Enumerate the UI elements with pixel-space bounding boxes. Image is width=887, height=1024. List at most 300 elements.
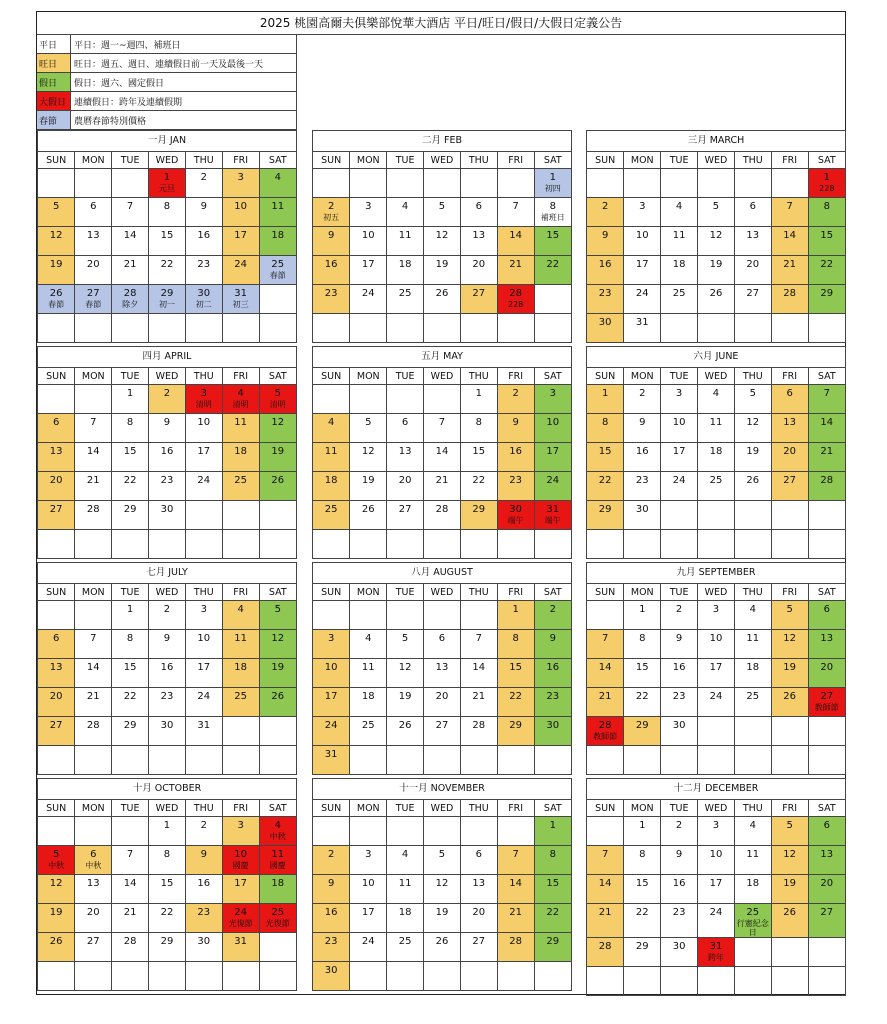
day-cell — [460, 501, 497, 530]
day-number: 8 — [126, 417, 134, 428]
weekday-header: THU — [460, 584, 497, 601]
day-number: 8 — [126, 633, 134, 644]
day-cell — [350, 904, 387, 933]
day-cell — [387, 659, 424, 688]
day-number: 1 — [163, 820, 171, 831]
day-cell — [497, 875, 534, 904]
day-cell — [149, 285, 186, 314]
day-cell — [808, 227, 845, 256]
weekday-header: SUN — [587, 800, 624, 817]
day-number: 29 — [509, 720, 522, 731]
month-panel — [312, 562, 572, 775]
day-cell — [497, 385, 534, 414]
day-cell — [112, 256, 149, 285]
day-number: 10 — [635, 230, 649, 241]
day-cell — [112, 962, 149, 991]
day-cell — [460, 962, 497, 991]
day-cell — [387, 601, 424, 630]
day-cell — [771, 169, 808, 198]
day-cell — [149, 198, 186, 227]
weekday-header: SUN — [313, 368, 350, 385]
day-number: 1 — [823, 172, 830, 183]
day-cell — [259, 530, 296, 559]
day-cell — [587, 938, 624, 967]
weekday-header: FRI — [771, 152, 808, 169]
day-cell — [387, 688, 424, 717]
day-cell — [38, 169, 75, 198]
weekday-header: SAT — [808, 368, 845, 385]
day-cell — [222, 227, 259, 256]
day-label: 初二 — [195, 300, 212, 309]
day-cell — [387, 630, 424, 659]
day-cell — [460, 472, 497, 501]
day-cell — [75, 472, 112, 501]
day-label: 國慶 — [232, 861, 249, 870]
day-cell — [75, 169, 112, 198]
day-number: 10 — [234, 201, 247, 212]
day-cell — [424, 688, 461, 717]
day-cell — [460, 817, 497, 846]
day-cell — [734, 717, 771, 746]
weekday-header: THU — [185, 368, 222, 385]
day-cell — [387, 817, 424, 846]
day-cell — [587, 630, 624, 659]
day-cell — [497, 904, 534, 933]
day-cell — [587, 967, 624, 996]
day-cell — [387, 962, 424, 991]
day-cell — [149, 630, 186, 659]
day-cell — [112, 817, 149, 846]
day-cell — [222, 746, 259, 775]
day-cell — [624, 530, 661, 559]
day-number: 17 — [635, 259, 649, 270]
day-cell — [185, 472, 222, 501]
day-number: 14 — [598, 662, 612, 673]
day-number: 24 — [361, 288, 375, 299]
day-number: 3 — [549, 388, 556, 399]
day-label: 228 — [508, 300, 524, 309]
day-cell — [424, 414, 461, 443]
day-cell — [734, 630, 771, 659]
weekday-header: TUE — [112, 800, 149, 817]
day-cell — [185, 530, 222, 559]
day-cell — [661, 285, 698, 314]
day-cell — [185, 717, 222, 746]
day-number: 2 — [639, 388, 646, 399]
day-cell — [534, 746, 571, 775]
day-cell — [112, 385, 149, 414]
day-cell — [534, 314, 571, 343]
day-cell — [38, 198, 75, 227]
day-cell — [149, 169, 186, 198]
day-label: 春節 — [85, 300, 102, 309]
day-cell — [771, 501, 808, 530]
day-cell — [808, 198, 845, 227]
day-cell — [313, 501, 350, 530]
day-number: 8 — [639, 849, 646, 860]
day-cell — [38, 385, 75, 414]
day-cell — [350, 530, 387, 559]
day-cell — [313, 875, 350, 904]
day-number: 15 — [509, 662, 522, 673]
legend-item-weekday — [37, 35, 297, 54]
day-cell — [149, 875, 186, 904]
page-title: 2025 桃園高爾夫俱樂部悅華大酒店 平日/旺日/假日/大假日定義公告 — [37, 12, 845, 35]
day-cell — [149, 472, 186, 501]
day-cell — [313, 256, 350, 285]
day-number: 30 — [598, 317, 612, 328]
day-cell — [185, 501, 222, 530]
day-label: 春節 — [269, 271, 286, 280]
day-label: 跨年 — [707, 953, 724, 962]
day-cell — [661, 472, 698, 501]
day-cell — [350, 875, 387, 904]
day-number: 11 — [361, 662, 375, 673]
day-cell — [112, 659, 149, 688]
day-cell — [75, 817, 112, 846]
day-number: 6 — [438, 633, 446, 644]
day-number: 10 — [709, 849, 723, 860]
day-number: 18 — [324, 475, 338, 486]
day-cell — [624, 256, 661, 285]
day-number: 12 — [783, 633, 796, 644]
day-cell — [661, 875, 698, 904]
weekday-header: THU — [185, 584, 222, 601]
day-number: 13 — [86, 230, 100, 241]
day-cell — [587, 817, 624, 846]
day-cell — [185, 746, 222, 775]
day-number: 24 — [709, 691, 723, 702]
day-number: 13 — [783, 417, 796, 428]
day-number: 29 — [472, 504, 486, 515]
day-number: 5 — [749, 388, 756, 399]
legend-swatch: 春節 — [37, 111, 71, 129]
day-cell — [350, 198, 387, 227]
day-number: 7 — [601, 849, 609, 860]
day-number: 21 — [123, 259, 137, 270]
day-cell — [587, 530, 624, 559]
day-number: 21 — [86, 475, 100, 486]
day-number: 16 — [598, 259, 612, 270]
day-number: 3 — [237, 820, 244, 831]
weekday-header: THU — [734, 368, 771, 385]
day-cell — [534, 256, 571, 285]
day-cell — [698, 256, 735, 285]
day-number: 24 — [361, 936, 375, 947]
day-cell — [350, 169, 387, 198]
day-label: 中秋 — [269, 832, 286, 841]
day-cell — [661, 227, 698, 256]
day-number: 30 — [197, 936, 211, 947]
day-cell — [313, 688, 350, 717]
day-cell — [259, 746, 296, 775]
day-cell — [38, 846, 75, 875]
day-number: 15 — [820, 230, 834, 241]
day-number: 8 — [823, 201, 830, 212]
day-number: 26 — [398, 720, 412, 731]
day-number: 14 — [598, 878, 612, 889]
day-cell — [313, 601, 350, 630]
day-cell — [734, 285, 771, 314]
day-number: 25 — [746, 907, 760, 918]
day-cell — [38, 933, 75, 962]
day-number: 15 — [123, 446, 137, 457]
day-cell — [734, 938, 771, 967]
legend-item-spring — [37, 111, 297, 130]
day-cell — [771, 472, 808, 501]
day-cell — [661, 530, 698, 559]
day-cell — [534, 962, 571, 991]
day-number: 8 — [512, 633, 519, 644]
day-number: 6 — [823, 604, 830, 615]
day-cell — [497, 198, 534, 227]
weekday-header: TUE — [661, 584, 698, 601]
day-cell — [771, 746, 808, 775]
day-cell — [350, 746, 387, 775]
weekday-header: TUE — [387, 584, 424, 601]
day-cell — [112, 746, 149, 775]
day-number: 21 — [598, 691, 612, 702]
day-cell — [534, 169, 571, 198]
day-number: 10 — [197, 417, 211, 428]
day-number: 14 — [509, 878, 522, 889]
day-number: 20 — [49, 475, 63, 486]
day-number: 22 — [635, 691, 649, 702]
day-number: 11 — [746, 633, 760, 644]
month-title: 十月 OCTOBER — [38, 779, 296, 800]
day-number: 7 — [90, 417, 97, 428]
month-panel — [586, 562, 846, 775]
month-title: 四月 APRIL — [38, 347, 296, 368]
day-cell — [387, 385, 424, 414]
day-number: 21 — [435, 475, 449, 486]
day-cell — [734, 746, 771, 775]
weekday-header: WED — [149, 152, 186, 169]
day-cell — [497, 659, 534, 688]
day-number: 16 — [324, 259, 338, 270]
day-cell — [771, 256, 808, 285]
day-number: 28 — [472, 720, 486, 731]
day-cell — [38, 601, 75, 630]
day-cell — [313, 198, 350, 227]
day-number: 1 — [163, 172, 171, 183]
day-cell — [587, 501, 624, 530]
legend-text: 農曆春節特別價格 — [74, 116, 147, 127]
day-cell — [624, 169, 661, 198]
day-number: 29 — [123, 720, 137, 731]
day-cell — [185, 314, 222, 343]
day-number: 13 — [472, 230, 486, 241]
day-number: 5 — [438, 849, 446, 860]
day-cell — [149, 659, 186, 688]
day-cell — [424, 659, 461, 688]
day-cell — [185, 659, 222, 688]
day-cell — [497, 501, 534, 530]
day-number: 4 — [237, 604, 244, 615]
day-cell — [624, 904, 661, 938]
weekday-header: SUN — [587, 368, 624, 385]
day-cell — [387, 443, 424, 472]
day-cell — [534, 414, 571, 443]
day-cell — [38, 717, 75, 746]
day-cell — [497, 846, 534, 875]
day-cell — [497, 227, 534, 256]
day-cell — [624, 717, 661, 746]
weekday-header: WED — [424, 584, 461, 601]
day-cell — [38, 630, 75, 659]
day-cell — [149, 530, 186, 559]
day-number: 17 — [234, 230, 247, 241]
day-number: 10 — [672, 417, 686, 428]
day-number: 12 — [398, 662, 412, 673]
day-number: 6 — [52, 633, 60, 644]
day-cell — [460, 227, 497, 256]
day-number: 22 — [820, 259, 834, 270]
day-cell — [185, 904, 222, 933]
weekday-header: FRI — [771, 368, 808, 385]
day-cell — [149, 501, 186, 530]
weekday-header: SAT — [808, 584, 845, 601]
day-cell — [587, 875, 624, 904]
day-cell — [624, 501, 661, 530]
day-number: 2 — [675, 604, 683, 615]
day-number: 26 — [709, 288, 723, 299]
day-number: 21 — [86, 691, 100, 702]
day-cell — [387, 314, 424, 343]
day-cell — [587, 414, 624, 443]
day-number: 28 — [598, 720, 612, 731]
day-number: 23 — [672, 691, 686, 702]
day-cell — [460, 314, 497, 343]
day-cell — [587, 688, 624, 717]
day-number: 10 — [197, 633, 211, 644]
day-cell — [460, 414, 497, 443]
day-cell — [497, 472, 534, 501]
day-cell — [149, 904, 186, 933]
day-cell — [222, 904, 259, 933]
day-number: 22 — [546, 907, 560, 918]
day-number: 12 — [435, 878, 449, 889]
weekday-header: THU — [734, 152, 771, 169]
day-number: 4 — [749, 820, 756, 831]
day-number: 31 — [234, 936, 247, 947]
day-number: 5 — [365, 417, 372, 428]
day-number: 13 — [746, 230, 760, 241]
day-number: 25 — [271, 259, 285, 270]
day-number: 30 — [160, 504, 174, 515]
day-number: 20 — [820, 878, 834, 889]
day-cell — [587, 256, 624, 285]
weekday-header: SAT — [534, 584, 571, 601]
day-cell — [808, 659, 845, 688]
day-number: 27 — [49, 720, 63, 731]
month-panel — [312, 346, 572, 559]
day-cell — [771, 904, 808, 938]
day-cell — [771, 717, 808, 746]
day-number: 20 — [86, 259, 100, 270]
day-number: 25 — [361, 720, 375, 731]
day-number: 7 — [90, 633, 97, 644]
day-number: 31 — [234, 288, 247, 299]
day-number: 29 — [160, 288, 174, 299]
month-title: 八月 AUGUST — [313, 563, 571, 584]
day-cell — [313, 846, 350, 875]
day-number: 30 — [509, 504, 522, 515]
day-number: 6 — [749, 201, 756, 212]
day-cell — [771, 938, 808, 967]
day-number: 9 — [163, 633, 171, 644]
day-cell — [75, 256, 112, 285]
day-number: 1 — [549, 820, 556, 831]
day-number: 17 — [234, 878, 247, 889]
day-number: 4 — [365, 633, 372, 644]
day-number: 7 — [601, 633, 609, 644]
legend-item-peak — [37, 54, 297, 73]
day-cell — [497, 530, 534, 559]
weekday-header: MON — [75, 584, 112, 601]
day-cell — [497, 962, 534, 991]
day-label: 教師節 — [814, 703, 839, 712]
day-cell — [313, 314, 350, 343]
day-cell — [222, 717, 259, 746]
day-cell — [222, 817, 259, 846]
day-number: 19 — [361, 475, 375, 486]
day-cell — [387, 933, 424, 962]
day-cell — [387, 746, 424, 775]
day-number: 27 — [820, 691, 834, 702]
day-number: 28 — [86, 720, 100, 731]
weekday-header: MON — [350, 152, 387, 169]
day-number: 28 — [123, 288, 137, 299]
weekday-header: MON — [350, 584, 387, 601]
day-cell — [259, 443, 296, 472]
day-number: 7 — [438, 417, 446, 428]
day-number: 16 — [672, 878, 686, 889]
day-cell — [771, 846, 808, 875]
day-number: 28 — [783, 288, 796, 299]
day-number: 9 — [163, 417, 171, 428]
day-cell — [313, 385, 350, 414]
day-cell — [185, 933, 222, 962]
day-cell — [698, 817, 735, 846]
day-cell — [313, 746, 350, 775]
day-cell — [112, 688, 149, 717]
day-cell — [661, 817, 698, 846]
day-number: 15 — [472, 446, 486, 457]
day-cell — [497, 285, 534, 314]
day-number: 28 — [435, 504, 449, 515]
day-number: 29 — [820, 288, 834, 299]
day-cell — [185, 285, 222, 314]
weekday-header: SAT — [808, 800, 845, 817]
day-cell — [112, 933, 149, 962]
day-number: 16 — [197, 230, 211, 241]
day-number: 27 — [472, 288, 486, 299]
day-number: 15 — [598, 446, 612, 457]
weekday-header: FRI — [771, 800, 808, 817]
day-cell — [661, 198, 698, 227]
day-number: 26 — [361, 504, 375, 515]
day-cell — [350, 385, 387, 414]
weekday-header: SAT — [259, 800, 296, 817]
day-number: 6 — [475, 849, 482, 860]
day-cell — [534, 443, 571, 472]
day-number: 22 — [635, 907, 649, 918]
day-cell — [698, 227, 735, 256]
day-cell — [808, 285, 845, 314]
day-number: 19 — [49, 259, 63, 270]
day-cell — [587, 227, 624, 256]
